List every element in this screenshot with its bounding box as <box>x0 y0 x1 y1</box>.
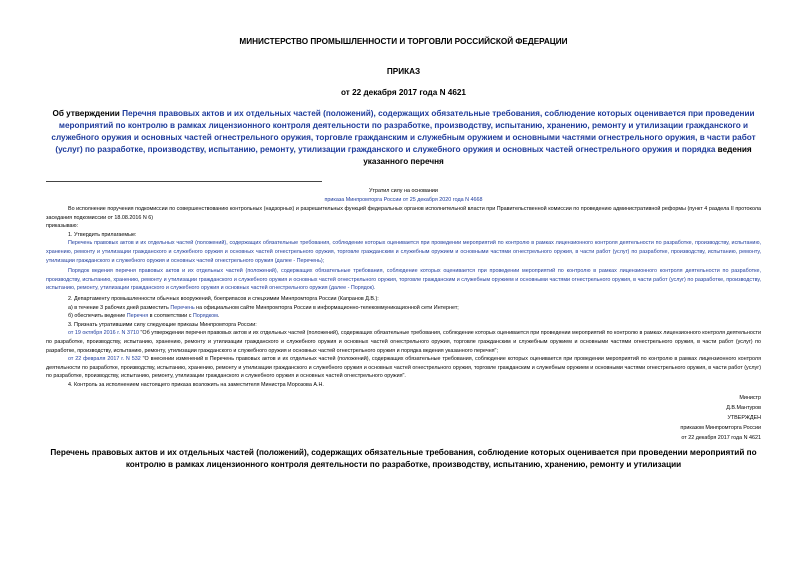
item-1-procedure-link[interactable]: Порядок ведения перечня правовых актов и их отдельных частей (положений), содержащих обязательные требования, соблюдение которых оценивается при проведении мероприятий по контролю в рамках лицензионного контроля деятельности по разработке, производству, испытанию, хранению, ремонту и утилизации гражданского и служебного оружия и основных частей огнестрельного оружия, торговле гражданским и служебным оружием и основными частями огнестрельного оружия, в части работ (услуг) по разработке, производству, испытанию, ремонту, утилизации гражданского и служебного оружия и основных частей огнестрельного оружия (далее - Порядок). <box>46 268 761 292</box>
title-prefix: Об утверждении <box>52 109 123 118</box>
signature-role: Министр <box>739 395 761 402</box>
item-3: 3. Признать утратившими силу следующие приказы Минпромторга России: <box>68 321 257 328</box>
lost-force-note <box>46 187 761 205</box>
item-1-list <box>46 239 761 265</box>
item-1: 1. Утвердить прилагаемые: <box>68 231 137 238</box>
lost-force-link[interactable]: приказа Минпромторга России от 25 декабря 2020 года N 4668 <box>324 197 483 203</box>
item-2: 2. Департаменту промышленности обычных вооружений, боеприпасов и спецхимии Минпромторга России (Капранов Д.В.): <box>68 295 379 302</box>
item-3a-text: "Об утверждении перечня правовых актов и их отдельных частей (положений), содержащих обязательные требования, соблюдение которых оценивается при проведении мероприятий по контролю в рамках лицензионного контроля деятельности по разработке, производству, испытанию, хранению, ремонту и утилизации гражданского и служебного оружия и основных частей огнестрельного оружия, торговле гражданским и служебным оружием и основными частями огнестрельного оружия, в части работ (услуг) по разработке, производству, испытанию, ремонту, утилизации гражданского и служебного оружия и основных частей огнестрельного оружия и порядка ведения указанного перечня"; <box>46 330 761 354</box>
item-2b <box>46 312 761 321</box>
item-2a-link[interactable]: Перечень <box>170 304 195 311</box>
item-2b-mid: в соответствии с <box>148 313 193 320</box>
order-word: приказываю: <box>46 223 79 230</box>
list-title: Перечень правовых актов и их отдельных частей (положений), содержащих обязательные требования, соблюдение которых оценивается при проведении мероприятий по контролю в рамках лицензионного контроля деятельности по разработке, производству, испытанию, хранению, ремонту и утилизации <box>50 448 757 470</box>
item-2b-post: . <box>217 313 220 320</box>
item-2a-pre: а) в течение 3 рабочих дней разместить <box>68 304 171 311</box>
approved-by: приказом Минпромторга России <box>680 425 761 432</box>
item-2b-link2[interactable]: Порядком <box>192 313 218 320</box>
ministry-heading: МИНИСТЕРСТВО ПРОМЫШЛЕННОСТИ И ТОРГОВЛИ РОССИЙСКОЙ ФЕДЕРАЦИИ <box>239 37 568 46</box>
document-title <box>46 108 761 168</box>
item-3a <box>46 329 761 355</box>
title-suffix: ведения указанного перечня <box>363 145 752 166</box>
item-3b-link[interactable]: от 22 февраля 2017 г. N 532 <box>68 356 141 363</box>
title-link[interactable]: Перечня правовых актов и их отдельных частей (положений), содержащих обязательные требования, соблюдение которых оценивается при проведении мероприятий по контролю в рамках лицензионного контроля деятельности по разработке, производству, испытанию, хранению, ремонту и утилизации гражданского и служебного оружия и основных частей огнестрельного оружия, торговле гражданским и служебным оружием и основными частями огнестрельного оружия, в части работ (услуг) по разработке, производству, испытанию, ремонту, утилизации гражданского и служебного оружия и основных частей огнестрельного оружия и порядка <box>51 109 756 154</box>
item-1-procedure <box>46 267 761 293</box>
separator-line <box>46 181 322 182</box>
item-1-list-link[interactable]: Перечень правовых актов и их отдельных частей (положений), содержащих обязательные требования, соблюдение которых оценивается при проведении мероприятий по контролю в рамках лицензионного контроля деятельности по разработке, производству, испытанию, хранению, ремонту и утилизации гражданского и служебного оружия и основных частей огнестрельного оружия, торговле гражданским и служебным оружием и основными частями огнестрельного оружия, в части работ (услуг) по разработке, производству, испытанию, ремонту, утилизации гражданского и служебного оружия и основных частей огнестрельного оружия (далее - Перечень); <box>46 240 761 264</box>
approved-label: УТВЕРЖДЕН <box>727 415 761 422</box>
lost-force-label: Утратил силу на основании <box>369 188 438 194</box>
item-2a <box>46 304 761 313</box>
signature-block <box>46 393 761 443</box>
item-2b-pre: б) обеспечить ведение <box>68 313 127 320</box>
order-heading: ПРИКАЗ <box>386 67 421 76</box>
item-3b-text: "О внесении изменений в Перечень правовых актов и их отдельных частей (положений), содержащих обязательные требования, соблюдение которых оценивается при проведении мероприятий по контролю в рамках лицензионного контроля деятельности по разработке, производству, испытанию, хранению, ремонту и утилизации гражданского и служебного оружия и основных частей огнестрельного оружия, торговле гражданским и служебным оружием и основными частями огнестрельного оружия, в части работ (услуг) по разработке, производству, испытанию, ремонту, утилизации гражданского и служебного оружия и основных частей огнестрельного оружия". <box>46 356 761 380</box>
item-2b-link[interactable]: Перечня <box>126 313 149 320</box>
approved-date: от 22 декабря 2017 года N 4621 <box>681 435 761 442</box>
item-4: 4. Контроль за исполнением настоящего приказа возложить на заместителя Министра Морозова А.Н. <box>68 381 324 388</box>
order-date: от 22 декабря 2017 года N 4621 <box>341 88 466 97</box>
intro-paragraph: Во исполнение поручения подкомиссии по совершенствованию контрольных (надзорных) и разрешительных функций федеральных органов исполнительной власти при Правительственной комиссии по проведению административной реформы (пункт 4 раздела II протокола заседания подкомиссии от 18.08.2016 N 6) <box>46 206 761 221</box>
item-2a-post: на официальном сайте Минпромторга России в информационно-телекоммуникационной сети Интернет; <box>194 304 459 311</box>
signature-name: Д.В.Мантуров <box>726 405 761 412</box>
item-3b <box>46 355 761 381</box>
item-3a-link[interactable]: от 19 октября 2016 г. N 3710 <box>68 330 139 337</box>
